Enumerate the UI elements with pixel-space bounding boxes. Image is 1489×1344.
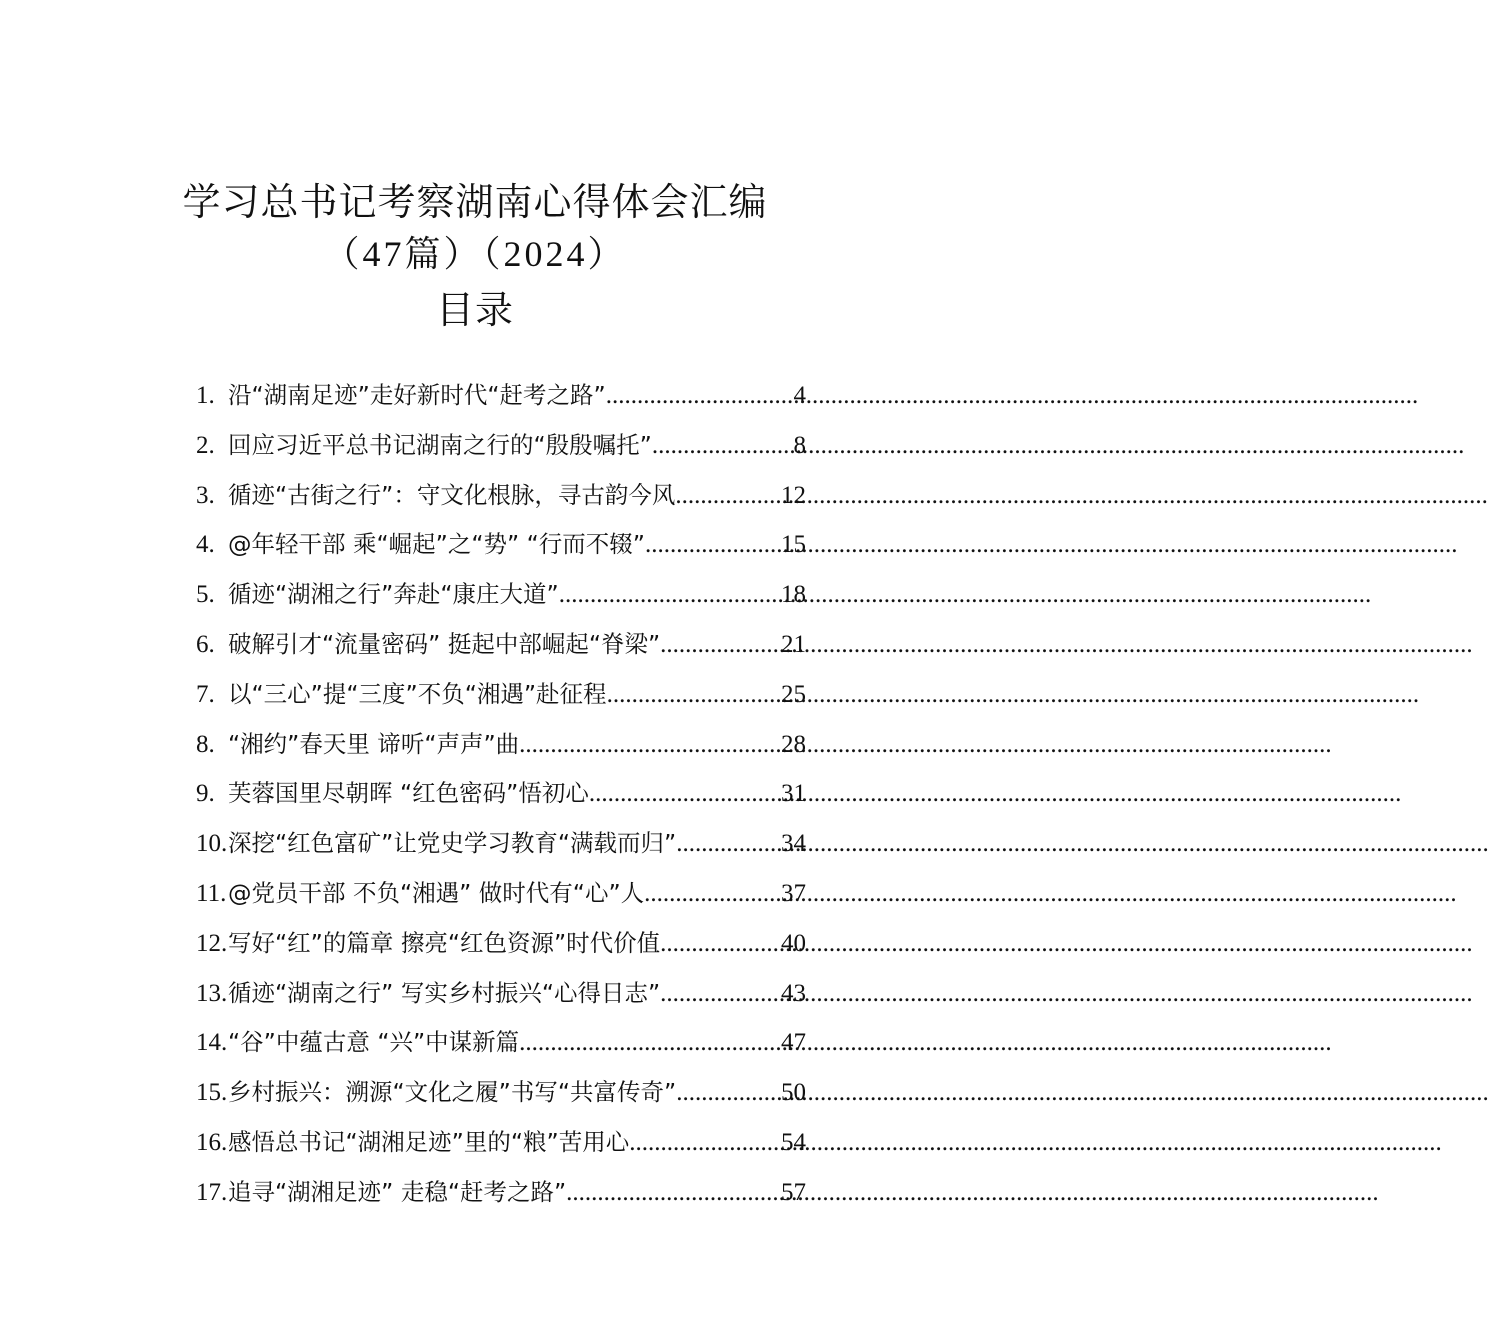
- toc-dot-leader: [559, 581, 781, 609]
- toc-entry-number: 13.: [196, 979, 228, 1007]
- toc-entry-page: 31: [781, 780, 806, 808]
- toc-entry-page: 15: [781, 531, 806, 559]
- toc-entry[interactable]: [196, 1023, 806, 1073]
- document-subtitle: （47篇）（2024）: [323, 234, 627, 274]
- toc-entry-title: @党员干部 不负“湘遇” 做时代有“心”人: [228, 878, 645, 907]
- toc-entry-number: 15.: [196, 1079, 228, 1107]
- toc-entry-title: 芙蓉国里尽朝晖 “红色密码”悟初心: [228, 779, 589, 808]
- toc-entry-title: 以“三心”提“三度”不负“湘遇”赴征程: [228, 679, 607, 708]
- toc-entry-page: 21: [781, 630, 806, 658]
- toc-dot-leader: [519, 731, 781, 759]
- toc-entry[interactable]: [196, 1173, 806, 1223]
- toc-entry-page: 28: [781, 730, 806, 758]
- toc-entry-number: 12.: [196, 929, 228, 957]
- toc-entry-number: 7.: [196, 680, 215, 708]
- toc-entry[interactable]: [196, 974, 806, 1024]
- toc-entry-title: 感悟总书记“湖湘足迹”里的“粮”苦用心: [228, 1127, 630, 1156]
- toc-entry-page: 4: [793, 382, 806, 409]
- toc-dot-leader: [660, 930, 781, 958]
- toc-dot-leader: [645, 531, 781, 559]
- toc-entry-page: 43: [781, 979, 806, 1007]
- toc-entry-title: 乡村振兴：溯源“文化之履”书写“共富传奇”: [228, 1078, 677, 1107]
- toc-entry-title: 破解引才“流量密码” 挺起中部崛起“脊梁”: [228, 629, 661, 658]
- toc-entry-title: 深挖“红色富矿”让党史学习教育“满载而归”: [228, 829, 677, 858]
- toc-dot-leader: [676, 1079, 781, 1107]
- toc-entry[interactable]: [196, 774, 806, 824]
- table-of-contents: [196, 376, 806, 1223]
- toc-entry-number: 6.: [196, 630, 215, 658]
- toc-entry-page: 12: [781, 481, 806, 509]
- toc-dot-leader: [607, 681, 781, 709]
- document-title: 学习总书记考察湖南心得体会汇编: [182, 180, 768, 224]
- toc-entry-page: 47: [781, 1029, 806, 1057]
- toc-dot-leader: [675, 482, 781, 510]
- toc-dot-leader: [519, 1029, 781, 1057]
- toc-entry-page: 34: [781, 830, 806, 858]
- toc-entry[interactable]: [196, 874, 806, 924]
- toc-entry[interactable]: [196, 525, 806, 575]
- toc-dot-leader: [660, 980, 781, 1008]
- toc-entry-title: 循迹“古街之行”：守文化根脉，寻古韵今风: [228, 480, 676, 509]
- toc-dot-leader: [566, 1179, 781, 1207]
- toc-dot-leader: [589, 780, 781, 808]
- toc-dot-leader: [652, 432, 794, 460]
- toc-entry-title: 沿“湖南足迹”走好新时代“赶考之路”: [228, 381, 606, 409]
- toc-entry[interactable]: [196, 1073, 806, 1123]
- toc-entry-title: 追寻“湖湘足迹” 走稳“赶考之路”: [228, 1177, 567, 1206]
- toc-dot-leader: [606, 382, 794, 410]
- toc-entry-page: 18: [781, 581, 806, 609]
- toc-entry[interactable]: [196, 1123, 806, 1173]
- toc-entry-number: 5.: [196, 581, 215, 609]
- toc-entry-number: 16.: [196, 1128, 228, 1156]
- toc-dot-leader: [660, 631, 781, 659]
- toc-entry-number: 10.: [196, 830, 228, 858]
- toc-entry-page: 8: [793, 431, 806, 459]
- toc-entry-page: 25: [781, 680, 806, 708]
- toc-entry[interactable]: [196, 625, 806, 675]
- toc-dot-leader: [644, 880, 781, 908]
- toc-entry-number: 4.: [196, 531, 215, 559]
- toc-entry-page: 54: [781, 1128, 806, 1156]
- toc-entry-page: 37: [781, 879, 806, 907]
- title-block: [0, 176, 950, 338]
- toc-entry-number: 17.: [196, 1178, 228, 1206]
- toc-entry[interactable]: [196, 924, 806, 974]
- toc-entry-title: 循迹“湖湘之行”奔赴“康庄大道”: [228, 580, 559, 609]
- toc-dot-leader: [629, 1129, 781, 1157]
- toc-entry[interactable]: [196, 376, 806, 426]
- toc-entry-number: 2.: [196, 431, 215, 459]
- toc-entry-number: 9.: [196, 780, 215, 808]
- toc-entry-number: 3.: [196, 481, 215, 509]
- toc-entry[interactable]: [196, 426, 806, 476]
- toc-dot-leader: [676, 830, 781, 858]
- toc-entry-title: “谷”中蕴古意 “兴”中谋新篇: [228, 1028, 520, 1057]
- toc-entry-title: @年轻干部 乘“崛起”之“势” “行而不辍”: [228, 530, 645, 559]
- toc-entry[interactable]: [196, 575, 806, 625]
- toc-entry-title: “湘约”春天里 谛听“声声”曲: [228, 729, 520, 758]
- toc-entry-page: 57: [781, 1178, 806, 1206]
- toc-entry[interactable]: [196, 725, 806, 775]
- toc-entry-number: 1.: [196, 382, 215, 409]
- toc-entry-number: 8.: [196, 730, 215, 758]
- toc-entry[interactable]: [196, 824, 806, 874]
- toc-entry-title: 写好“红”的篇章 擦亮“红色资源”时代价值: [228, 928, 661, 957]
- toc-entry-page: 50: [781, 1079, 806, 1107]
- toc-entry-number: 11.: [196, 879, 227, 907]
- toc-entry-number: 14.: [196, 1029, 228, 1057]
- toc-heading: 目录: [435, 288, 514, 332]
- toc-entry[interactable]: [196, 675, 806, 725]
- toc-entry[interactable]: [196, 476, 806, 526]
- toc-entry-page: 40: [781, 929, 806, 957]
- toc-entry-title: 循迹“湖南之行” 写实乡村振兴“心得日志”: [228, 978, 661, 1007]
- toc-entry-title: 回应习近平总书记湖南之行的“殷殷嘱托”: [228, 430, 652, 459]
